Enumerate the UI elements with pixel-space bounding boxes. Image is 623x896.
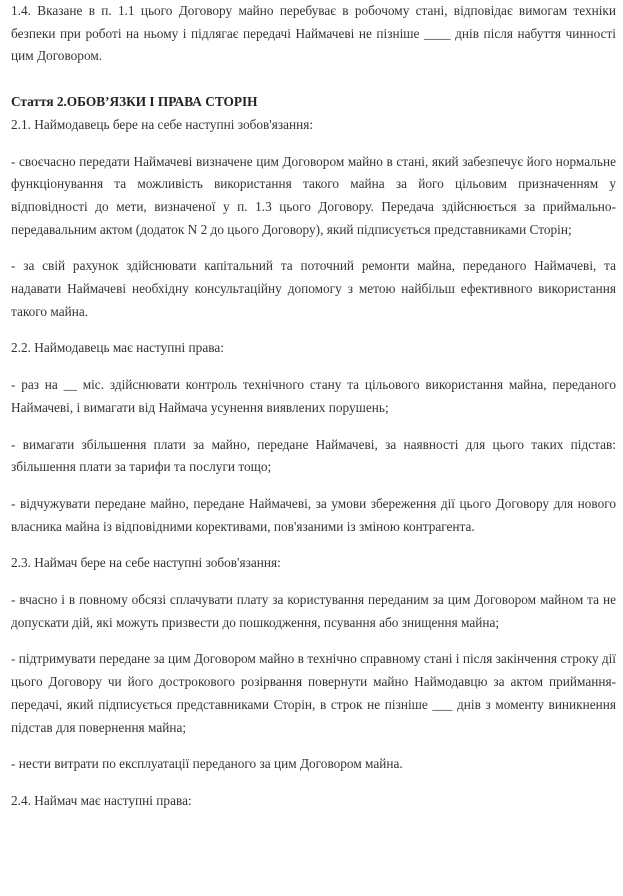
contract-document	[11, 0, 616, 813]
clause-2-2-item-3: - відчужувати передане майно, передане Наймачеві, за умови збереження дії цього Договору для нового власника майна із відповідними корективами, пов'язаними із зміною контрагента.	[11, 495, 616, 534]
clause-2-3-item-1: - вчасно і в повному обсязі сплачувати плату за користування переданим за цим Договором майном та не допускати дій, які можуть призвести до пошкодження, псування або знищення майна;	[11, 592, 616, 630]
clause-2-3-item-2: - підтримувати передане за цим Договором майно в технічно справному стані і після закінчення строку дії цього Договору чи його дострокового розірвання повернути майно Наймодавцю за актом приймання-передачі, який підписується представниками Сторін, в строк не пізніше ___ днів з моменту виникнення підстав для повернення майна;	[11, 651, 616, 735]
clause-2-2-item-2: - вимагати збільшення плати за майно, передане Наймачеві, за наявності для цього таких підстав: збільшення плати за тарифи та послуги тощо;	[11, 436, 616, 475]
clause-2-2: 2.2. Наймодавець має наступні права:	[11, 340, 224, 356]
article-2-heading: Стаття 2.ОБОВ’ЯЗКИ І ПРАВА СТОРІН	[11, 94, 258, 110]
clause-2-1: 2.1. Наймодавець бере на себе наступні зобов'язання:	[11, 116, 314, 132]
clause-2-4: 2.4. Наймач має наступні права:	[11, 792, 192, 808]
clause-2-3-item-3: - нести витрати по експлуатації переданого за цим Договором майна.	[11, 756, 403, 772]
clause-2-3: 2.3. Наймач бере на себе наступні зобов'язання:	[11, 555, 281, 571]
clause-2-1-item-2: - за свій рахунок здійснювати капітальний та поточний ремонти майна, переданого Наймачеві, та надавати Наймачеві необхідну консультаційну допомогу з метою найбільш ефективного використання такого майна.	[11, 258, 616, 319]
clause-1-4: 1.4. Вказане в п. 1.1 цього Договору майно перебуває в робочому стані, відповідає вимогам техніки безпеки при роботі на ньому і підлягає передачі Наймачеві не пізніше ____ днів після набуття чинності цим Договором.	[11, 3, 616, 64]
clause-2-1-item-1: - своєчасно передати Наймачеві визначене цим Договором майно в стані, який забезпечує його нормальне функціонування та можливість використання такого майна за його цільовим призначенням у відповідності до мети, визначеної у п. 1.3 цього Договору. Передача здійснюється за приймально-передавальним актом (додаток N 2 до цього Договору), який підписується представниками Сторін;	[11, 153, 616, 237]
clause-2-2-item-1: - раз на __ міс. здійснювати контроль технічного стану та цільового використання майна, переданого Наймачеві, і вимагати від Наймача усунення виявлених порушень;	[11, 377, 616, 415]
